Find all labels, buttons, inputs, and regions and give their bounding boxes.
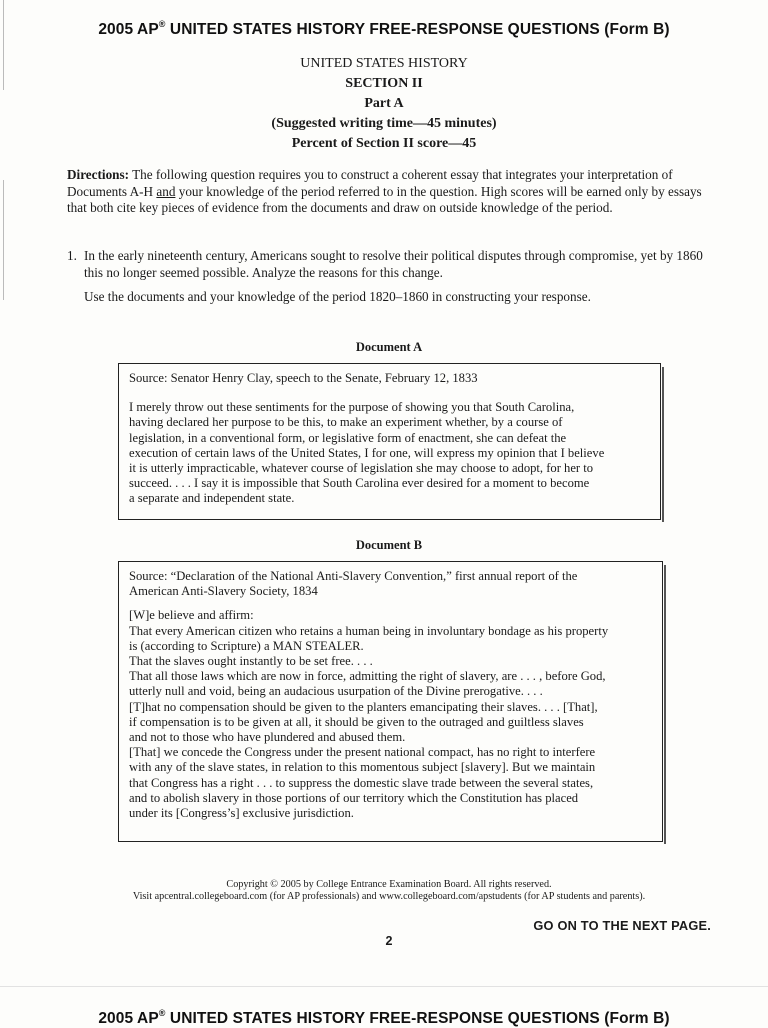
document-a-line: it is utterly impracticable, whatever course of legislation she may choose to adopt, for her to — [129, 461, 594, 476]
header-title-post: UNITED STATES HISTORY FREE-RESPONSE QUESTIONS (Form B) — [165, 1010, 670, 1027]
document-b-line: [W]e believe and affirm: — [129, 608, 254, 623]
document-a-line: execution of certain laws of the United States, I for one, will express my opinion that I believe — [129, 445, 605, 460]
document-b-line: That the slaves ought instantly to be set free. . . . — [129, 654, 373, 669]
document-b-line: is (according to Scripture) a MAN STEALER. — [129, 638, 364, 653]
document-b-line: and to abolish slavery in those portions of our territory which the Constitution has placed — [129, 790, 579, 805]
document-b-line: That every American citizen who retains a human being in involuntary bondage as his property — [129, 623, 609, 638]
document-a-box — [118, 363, 661, 520]
page-break-line — [0, 986, 768, 987]
document-b-line: and not to those who have plundered and abused them. — [129, 730, 406, 745]
page-number: 2 — [385, 934, 393, 948]
document-a-heading: Document A — [355, 340, 423, 354]
writing-time: (Suggested writing time—45 minutes) — [271, 116, 497, 131]
header-title-post: UNITED STATES HISTORY FREE-RESPONSE QUESTIONS (Form B) — [165, 21, 670, 38]
website-line: Visit apcentral.collegeboard.com (for AP professionals) and www.collegeboard.com/apstudents (for AP students and parents). — [132, 891, 646, 902]
score-percent: Percent of Section II score—45 — [291, 136, 477, 151]
document-b-heading: Document B — [355, 538, 423, 552]
document-b-line: That all those laws which are now in force, admitting the right of slavery, are . . . , before God, — [129, 669, 606, 684]
directions-text-1: The following question requires you to construct a coherent essay that integrates your interpretation of Documents A-H — [67, 167, 673, 199]
document-b-line: utterly null and void, being an audacious usurpation of the Divine prerogative. . . . — [129, 684, 543, 699]
registered-mark: ® — [158, 19, 166, 29]
question-number: 1. — [67, 248, 77, 263]
document-b-source-line: American Anti-Slavery Society, 1834 — [129, 584, 318, 599]
copyright-line: Copyright © 2005 by College Entrance Examination Board. All rights reserved. — [226, 879, 552, 890]
part-label: Part A — [364, 96, 404, 111]
section-title-block — [0, 54, 768, 154]
document-a-line: a separate and independent state. — [129, 491, 295, 506]
copyright-notice — [0, 879, 768, 903]
document-b-line: under its [Congress’s] exclusive jurisdiction. — [129, 806, 354, 821]
subject-title: UNITED STATES HISTORY — [300, 56, 468, 71]
header-title-pre: 2005 AP — [98, 21, 159, 38]
document-b-line: [That] we concede the Congress under the present national compact, has no right to interfere — [129, 745, 596, 760]
document-a-source: Source: Senator Henry Clay, speech to the Senate, February 12, 1833 — [129, 371, 478, 385]
question-instruction: Use the documents and your knowledge of the period 1820–1860 in constructing your response. — [84, 289, 591, 304]
question-prompt: In the early nineteenth century, Americans sought to resolve their political disputes through compromise, yet by 1860 this no longer seemed possible. Analyze the reasons for this change. — [84, 248, 703, 280]
document-b-line: with any of the slave states, in relation to this momentous subject [slavery]. But we maintain — [129, 760, 596, 775]
document-a-body — [129, 400, 650, 506]
header-title-pre: 2005 AP — [98, 1010, 159, 1027]
scan-margin-line — [3, 180, 4, 300]
document-a-line: having declared her purpose to be this, to make an experiment whether, by a course of — [129, 415, 563, 430]
directions-and: and — [156, 183, 176, 199]
running-header — [0, 19, 768, 39]
document-a-line: legislation, in a conventional form, or legislative form of enactment, she can defeat the — [129, 430, 567, 445]
document-b-source — [129, 569, 652, 599]
document-b-source-line: Source: “Declaration of the National Anti-Slavery Convention,” first annual report of the — [129, 569, 578, 583]
directions-text-2: your knowledge of the period referred to in the question. High scores will be earned only by essays that both cite key pieces of evidence from the documents and draw on outside knowledge of the period. — [67, 183, 702, 215]
go-on-notice: GO ON TO THE NEXT PAGE. — [533, 918, 711, 933]
document-a-line: I merely throw out these sentiments for the purpose of showing you that South Carolina, — [129, 400, 575, 415]
document-b-box — [118, 561, 663, 842]
section-label: SECTION II — [345, 76, 423, 91]
question-1 — [67, 248, 707, 306]
document-a-line: succeed. . . . I say it is impossible that South Carolina ever desired for a moment to become — [129, 476, 590, 491]
registered-mark: ® — [158, 1008, 166, 1018]
directions-label: Directions: — [67, 167, 130, 182]
document-b-line: [T]hat no compensation should be given to the planters emancipating their slaves. . . . [That], — [129, 699, 598, 714]
document-b-line: if compensation is to be given at all, it should be given to the outraged and guiltless slaves — [129, 714, 584, 729]
document-b-line: that Congress has a right . . . to suppress the domestic slave trade between the several states, — [129, 775, 594, 790]
document-b-body — [129, 608, 652, 821]
next-page-header — [0, 1008, 768, 1028]
directions-paragraph — [67, 167, 707, 217]
